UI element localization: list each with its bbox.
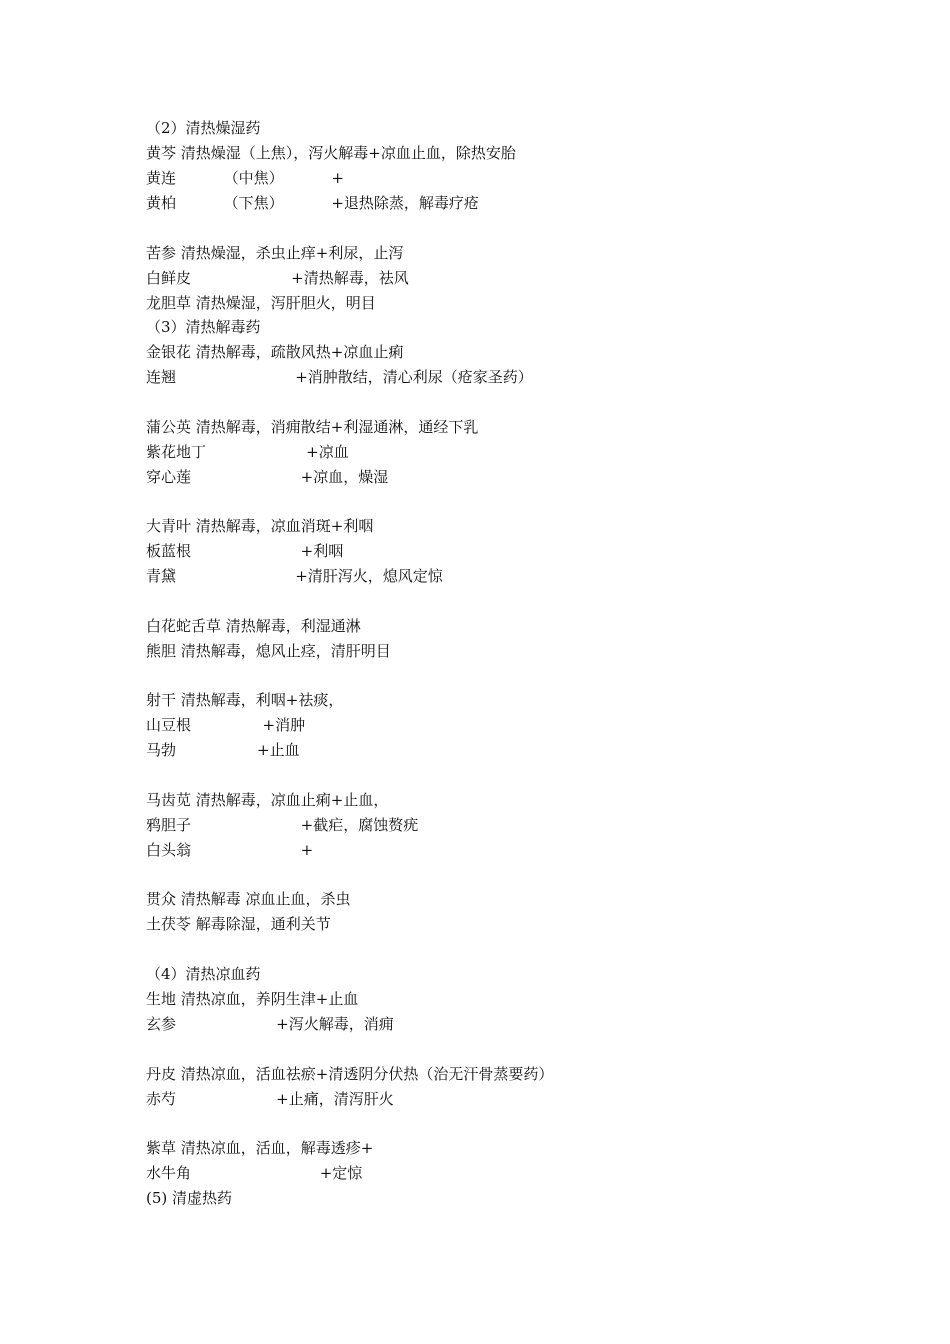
text-line: 白花蛇舌草 清热解毒，利湿通淋 xyxy=(146,617,361,635)
text-line: 马齿苋 清热解毒，凉血止痢+止血， xyxy=(146,791,389,809)
text-line: 连翘 +消肿散结，清心利尿（疮家圣药） xyxy=(146,368,533,386)
text-line: 马勃 +止血 xyxy=(146,741,300,759)
text-line: 紫花地丁 +凉血 xyxy=(146,443,349,461)
text-line: 水牛角 +定惊 xyxy=(146,1164,363,1182)
text-line: 贯众 清热解毒 凉血止血，杀虫 xyxy=(146,890,351,908)
text-line: 山豆根 +消肿 xyxy=(146,716,306,734)
text-line: 丹皮 清热凉血，活血祛瘀+清透阴分伏热（治无汗骨蒸要药） xyxy=(146,1065,554,1083)
text-line: 鸦胆子 +截疟，腐蚀赘疣 xyxy=(146,816,419,834)
text-line: 白头翁 + xyxy=(146,841,314,859)
text-line: 穿心莲 +凉血，燥湿 xyxy=(146,468,389,486)
section-heading-dry-dampness: （2）清热燥湿药 xyxy=(146,119,261,137)
text-line: 熊胆 清热解毒，熄风止痉，清肝明目 xyxy=(146,642,391,660)
text-line: 金银花 清热解毒，疏散风热+凉血止痢 xyxy=(146,343,404,361)
text-line: 黄柏 （下焦） +退热除蒸，解毒疗疮 xyxy=(146,194,479,212)
section-heading-cool-blood: （4）清热凉血药 xyxy=(146,965,261,983)
text-line: 射干 清热解毒，利咽+祛痰， xyxy=(146,691,344,709)
text-line: 土茯苓 解毒除湿，通利关节 xyxy=(146,915,331,933)
text-line: 蒲公英 清热解毒，消痈散结+利湿通淋，通经下乳 xyxy=(146,418,479,436)
text-line: 大青叶 清热解毒，凉血消斑+利咽 xyxy=(146,517,374,535)
text-line: 黄芩 清热燥湿（上焦），泻火解毒+凉血止血，除热安胎 xyxy=(146,144,516,162)
text-line: 黄连 （中焦） + xyxy=(146,169,344,187)
text-line: 生地 清热凉血，养阴生津+止血 xyxy=(146,990,359,1008)
text-line: 白鲜皮 +清热解毒，祛风 xyxy=(146,269,409,287)
section-heading-deficiency-heat: (5) 清虚热药 xyxy=(146,1189,233,1207)
text-line: 赤芍 +止痛，清泻肝火 xyxy=(146,1090,394,1108)
text-line: 板蓝根 +利咽 xyxy=(146,542,344,560)
text-line: 紫草 清热凉血，活血，解毒透疹+ xyxy=(146,1139,374,1157)
text-line: 青黛 +清肝泻火，熄风定惊 xyxy=(146,567,443,585)
text-line: 玄参 +泻火解毒，消痈 xyxy=(146,1015,394,1033)
text-line: 苦参 清热燥湿，杀虫止痒+利尿，止泻 xyxy=(146,244,404,262)
text-line: 龙胆草 清热燥湿，泻肝胆火，明目 xyxy=(146,294,376,312)
section-heading-detox: （3）清热解毒药 xyxy=(146,318,261,336)
